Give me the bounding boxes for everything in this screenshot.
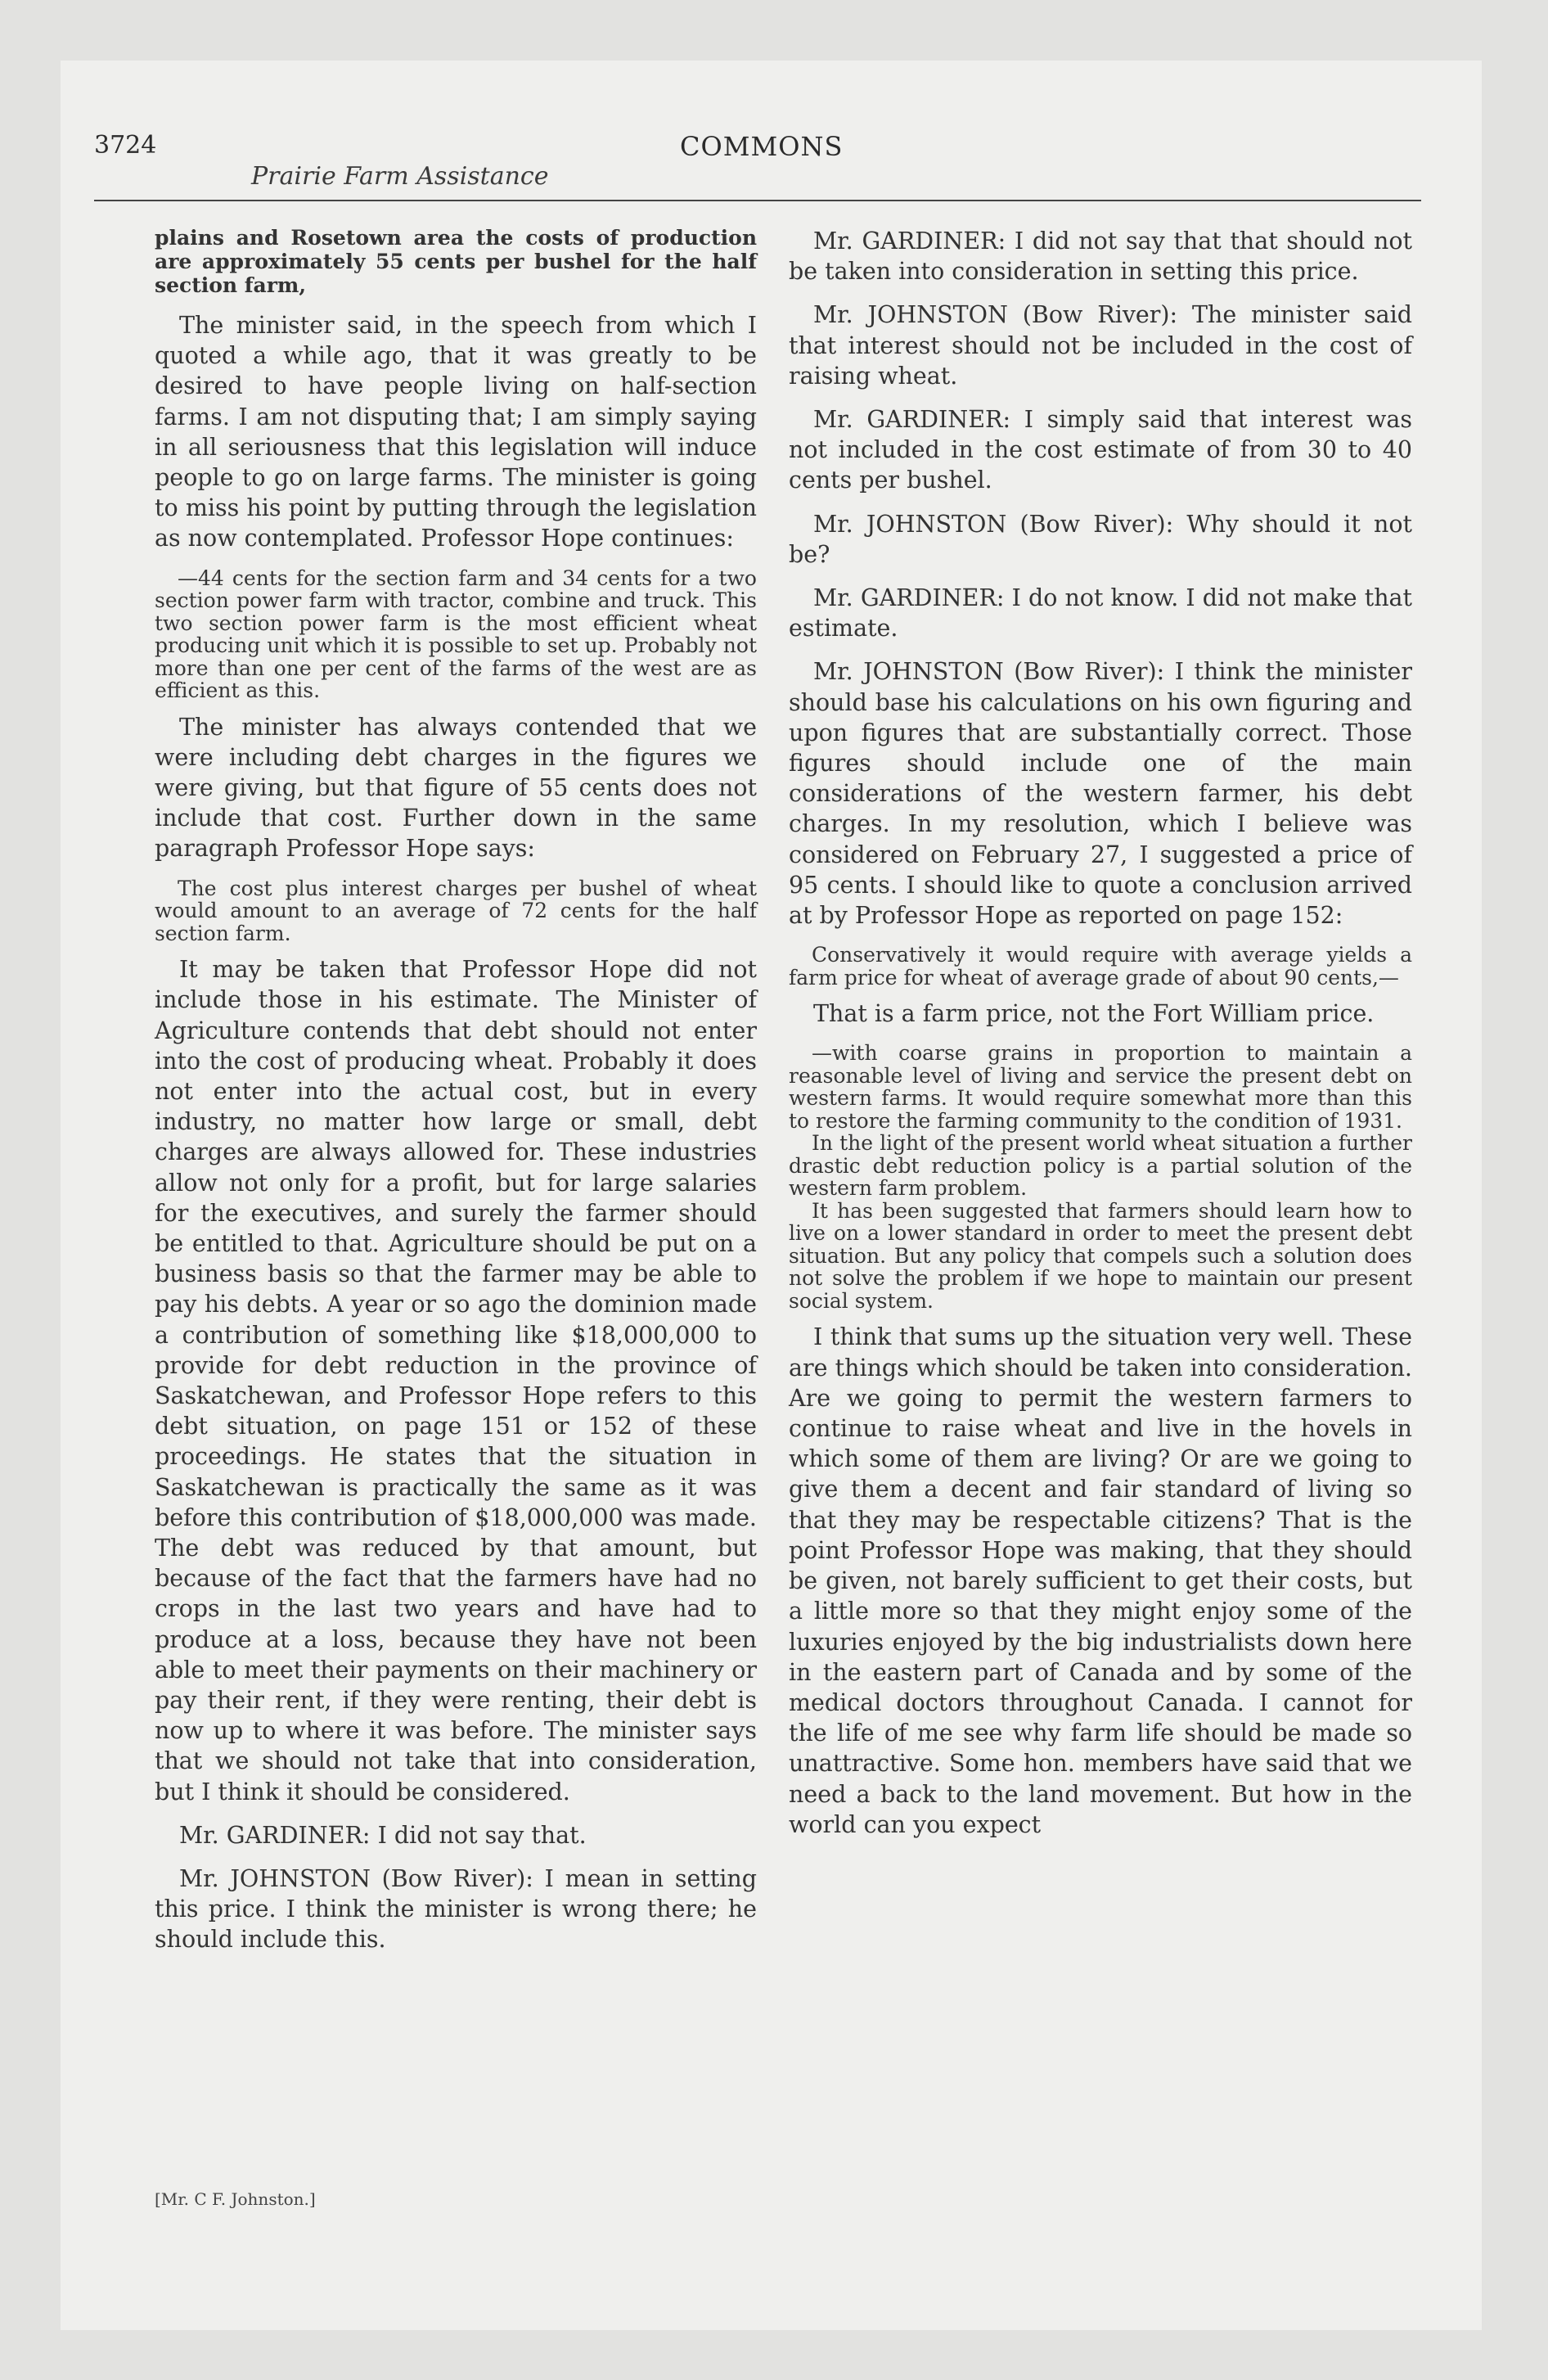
speaker-paragraph: Mr. GARDINER: I simply said that interest was not included in the cost estimate of from 30 to 40 cents per bushel. (789, 406, 1412, 494)
page-number: 3724 (94, 131, 157, 160)
header-rule (94, 200, 1421, 201)
right-column (789, 226, 1412, 1853)
speaker-paragraph: Mr. JOHNSTON (Bow River): The minister said that interest should not be included in the cost of raising wheat. (789, 301, 1412, 390)
speaker-footer: [Mr. C F. Johnston.] (155, 2189, 316, 2209)
paragraph: The minister said, in the speech from which I quoted a while ago, that it was greatly to be desired to have people living on half-section farms. I am not disputing that; I am simply saying in all seriousness that this legislation will induce people to go on large farms. The minister is going to miss his point by putting through the legislation as now contemplated. Professor Hope continues: (155, 312, 757, 552)
paragraph: The minister has always contended that we were including debt charges in the figures we were giving, but that figure of 55 cents does not include that cost. Further down in the same paragraph Professor Hope says: (155, 713, 757, 863)
block-quote: It has been suggested that farmers should learn how to live on a lower standard in order to meet the present debt situation. But any policy that compels such a solution does not solve the problem if we hope to maintain our present social system. (789, 1198, 1412, 1313)
left-column (155, 226, 757, 1968)
block-quote: —with coarse grains in proportion to maintain a reasonable level of living and service the present debt on western farms. It would require somewhat more than this to restore the farming community to the condition of 1931. (789, 1041, 1412, 1133)
block-quote: Conservatively it would require with average yields a farm price for wheat of average grade of about 90 cents,— (789, 943, 1412, 989)
block-quote: The cost plus interest charges per bushel of wheat would amount to an average of 72 cents for the half section farm. (155, 876, 757, 945)
block-quote: In the light of the present world wheat situation a further drastic debt reduction policy is a partial solution of the western farm problem. (789, 1131, 1412, 1201)
speaker-paragraph: Mr. JOHNSTON (Bow River): I think the minister should base his calculations on his own figuring and upon figures that are substantially correct. Those figures should include one of the main considerations of the western farmer, his debt charges. In my resolution, which I believe was considered on February 27, I suggested a price of 95 cents. I should like to quote a conclusion arrived at by Professor Hope as reported on page 152: (789, 658, 1412, 930)
speaker-paragraph: Mr. GARDINER: I did not say that that should not be taken into consideration in setting this price. (789, 228, 1412, 286)
speaker-paragraph: Mr. JOHNSTON (Bow River): Why should it not be? (789, 510, 1412, 568)
quote-continuation-bold: plains and Rosetown area the costs of production are approximately 55 cents per bushel for the half section farm, (155, 226, 757, 297)
paragraph: I think that sums up the situation very well. These are things which should be taken into consideration. Are we going to permit the western farmers to continue to raise wheat and live in the hovels in which some of them are living? Or are we going to give them a decent and fair standard of living so that they may be respectable citizens? That is the point Professor Hope was making, that they should be given, not barely sufficient to get their costs, but a little more so that they might enjoy some of the luxuries enjoyed by the big industrialists down here in the eastern part of Canada and by some of the medical doctors throughout Canada. I cannot for the life of me see why farm life should be made so unattractive. Some hon. members have said that we need a back to the land movement. But how in the world can you expect (789, 1323, 1412, 1838)
speaker-paragraph: Mr. GARDINER: I did not say that. (179, 1821, 587, 1849)
running-house-title: COMMONS (680, 131, 844, 162)
speaker-paragraph: Mr. GARDINER: I do not know. I did not make that estimate. (789, 584, 1412, 642)
paragraph: That is a farm price, not the Fort William price. (813, 1000, 1375, 1028)
paragraph: It may be taken that Professor Hope did not include those in his estimate. The Minister of Agriculture contends that debt should not enter into the cost of producing wheat. Probably it does not enter into the actual cost, but in every industry, no matter how large or small, debt charges are always allowed for. These industries allow not only for a profit, but for large salaries for the executives, and surely the farmer should be entitled to that. Agriculture should be put on a business basis so that the farmer may be able to pay his debts. A year or so ago the dominion made a contribution of something like $18,000,000 to provide for debt reduction in the province of Saskatchewan, and Professor Hope refers to this debt situation, on page 151 or 152 of these proceedings. He states that the situation in Saskatchewan is practically the same as it was before this contribution of $18,000,000 was made. The debt was reduced by that amount, but because of the fact that the farmers have had no crops in the last two years and have had to produce at a loss, because they have not been able to meet their payments on their machinery or pay their rent, if they were renting, their debt is now up to where it was before. The minister says that we should not take that into consideration, but I think it should be considered. (155, 956, 757, 1805)
running-topic: Prairie Farm Assistance (251, 162, 549, 191)
page-header (94, 75, 1421, 196)
speaker-paragraph: Mr. JOHNSTON (Bow River): I mean in setting this price. I think the minister is wrong there; he should include this. (155, 1865, 757, 1954)
block-quote: —44 cents for the section farm and 34 cents for a two section power farm with tractor, combine and truck. This two section power farm is the most efficient wheat producing unit which it is possible to set up. Probably not more than one per cent of the farms of the west are as efficient as this. (155, 566, 757, 703)
